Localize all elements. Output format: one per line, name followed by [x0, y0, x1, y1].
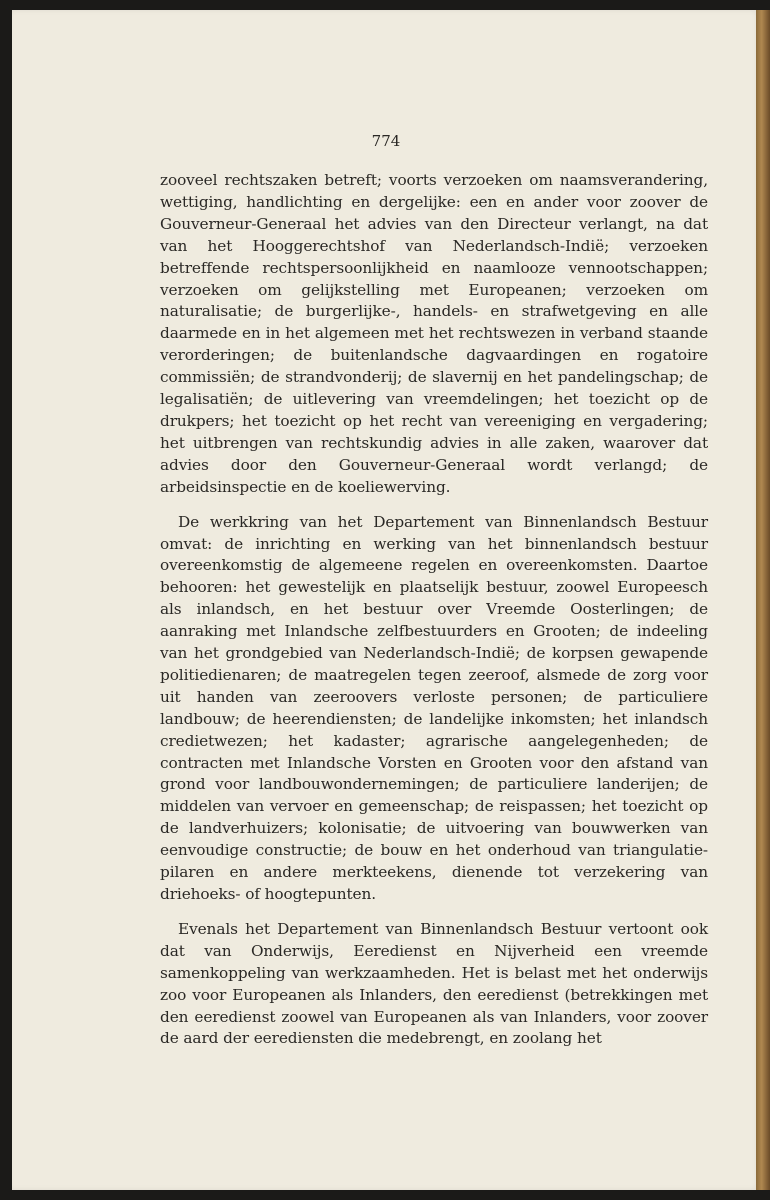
page-edge	[756, 10, 770, 1190]
book-page	[12, 10, 760, 1190]
body-text	[160, 170, 708, 1050]
paragraph-3: Evenals het Departement van Binnenlandsch Bestuur vertoont ook dat van Onderwijs, Eeredienst en Nijverheid een vreemde samenkoppeling van werkzaamheden. Het is belast met het onderwijs zoo voor Europeanen als Inlanders, den eeredienst (betrekkingen met den eeredienst zoowel van Europeanen als van Inlanders, voor zoover de aard der eerediensten die medebrengt, en zoolang het	[160, 919, 708, 1048]
paragraph-1: zooveel rechtszaken betreft; voorts verzoeken om naamsverandering, wettiging, handlichting en dergelijke: een en ander voor zoover de Gouverneur-Generaal het advies van den Directeur verlangt, na dat van het Hooggerechtshof van Nederlandsch-Indië; verzoeken betreffende rechtspersoonlijkheid en naamlooze vennootschappen; verzoeken om gelijkstelling met Europeanen; verzoeken om naturalisatie; de burgerlijke-, handels- en strafwetgeving en alle daarmede en in het algemeen met het rechtswezen in verband staande verorderingen; de buitenlandsche dagvaardingen en rogatoire commissiën; de strandvonderij; de slavernij en het pandelingschap; de legalisatiën; de uitlevering van vreemdelingen; het toezicht op de drukpers; het toezicht op het recht van vereeniging en vergadering; het uitbrengen van rechtskundig advies in alle zaken, waarover dat advies door den Gouverneur-Generaal wordt verlangd; de arbeidsinspectie en de koeliewerving.	[160, 171, 708, 496]
page-number: 774	[371, 132, 401, 150]
paragraph-2: De werkkring van het Departement van Binnenlandsch Bestuur omvat: de inrichting en werking van het binnenlandsch bestuur overeenkomstig de algemeene regelen en overeenkomsten. Daartoe behooren: het gewestelijk en plaatselijk bestuur, zoowel Europeesch als inlandsch, en het bestuur over Vreemde Oosterlingen; de aanraking met Inlandsche zelfbestuurders en Grooten; de indeeling van het grondgebied van Nederlandsch-Indië; de korpsen gewapende politiedienaren; de maatregelen tegen zeeroof, alsmede de zorg voor uit handen van zeeroovers verloste personen; de particuliere landbouw; de heerendiensten; de landelijke inkomsten; het inlandsch credietwezen; het kadaster; agrarische aangelegenheden; de contracten met Inlandsche Vorsten en Grooten voor den afstand van grond voor landbouwondernemingen; de particuliere landerijen; de middelen van vervoer en gemeenschap; de reispassen; het toezicht op de landverhuizers; kolonisatie; de uitvoering van bouwwerken van eenvoudige constructie; de bouw en het onderhoud van triangulatie-pilaren en andere merkteekens, dienende tot verzekering van driehoeks- of hoogtepunten.	[160, 512, 708, 903]
